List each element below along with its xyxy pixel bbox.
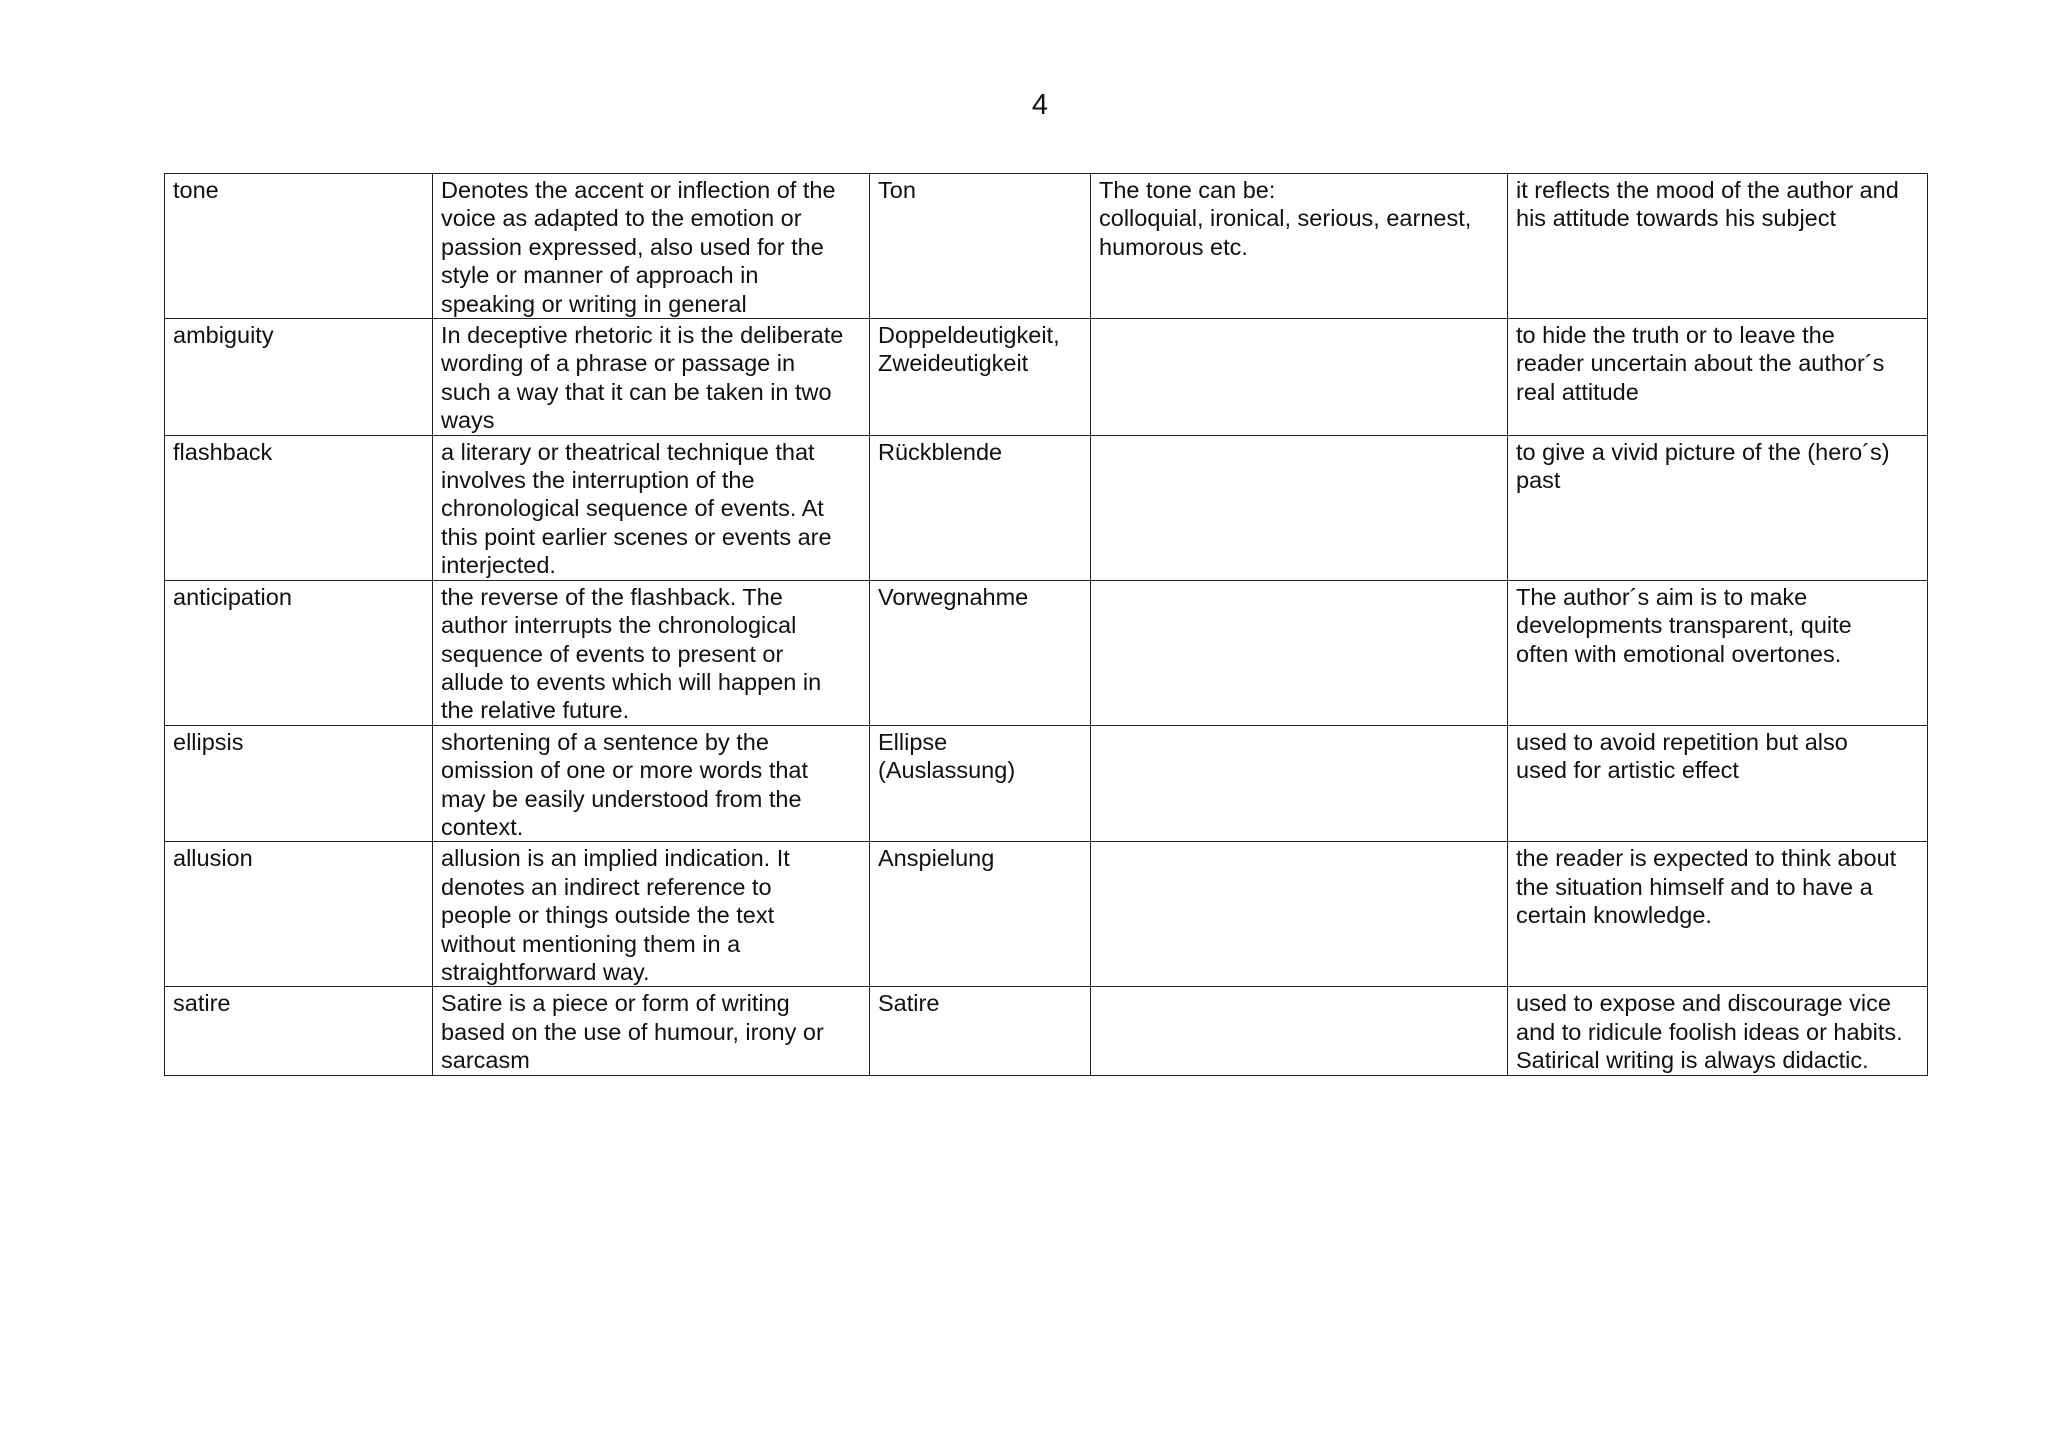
- function-line: certain knowledge.: [1516, 902, 1712, 929]
- definition-line: people or things outside the text: [441, 902, 775, 929]
- term-cell: [165, 580, 433, 725]
- function-line: real attitude: [1516, 378, 1639, 405]
- definition-cell: [433, 435, 870, 580]
- german-cell: [870, 725, 1091, 842]
- definition-line: context.: [441, 813, 524, 840]
- definition-line: ways: [441, 407, 495, 434]
- german-cell: [870, 580, 1091, 725]
- german-line: Rückblende: [878, 438, 1003, 465]
- definition-line: wording of a phrase or passage in: [441, 350, 796, 377]
- function-cell: [1508, 842, 1928, 987]
- examples-cell: [1091, 435, 1508, 580]
- german-line: Anspielung: [878, 845, 995, 872]
- definition-cell: [433, 987, 870, 1075]
- function-line: the situation himself and to have a: [1516, 873, 1873, 900]
- function-line: past: [1516, 467, 1561, 494]
- definition-line: may be easily understood from the: [441, 785, 802, 812]
- function-cell: [1508, 174, 1928, 319]
- definition-line: In deceptive rhetoric it is the deliberate: [441, 322, 844, 349]
- term-text: tone: [173, 177, 219, 203]
- definition-line: the reverse of the flashback. The: [441, 583, 783, 610]
- definition-line: Satire is a piece or form of writing: [441, 990, 790, 1017]
- term-text: ambiguity: [173, 322, 274, 349]
- function-line: often with emotional overtones.: [1516, 640, 1842, 667]
- definition-cell: [433, 174, 870, 319]
- function-line: The author´s aim is to make: [1516, 583, 1808, 610]
- definition-line: denotes an indirect reference to: [441, 873, 772, 900]
- examples-cell: [1091, 987, 1508, 1075]
- definition-line: Denotes the accent or inflection of the: [441, 177, 836, 203]
- definition-line: allude to events which will happen in: [441, 668, 822, 695]
- german-cell: [870, 435, 1091, 580]
- german-line: Satire: [878, 990, 940, 1017]
- table-row: [165, 725, 1928, 842]
- definition-line: omission of one or more words that: [441, 757, 809, 784]
- term-text: allusion: [173, 845, 253, 872]
- definition-cell: [433, 842, 870, 987]
- examples-line: The tone can be:: [1099, 177, 1276, 203]
- german-cell: [870, 174, 1091, 319]
- german-line: Ton: [878, 177, 916, 203]
- definition-line: without mentioning them in a: [441, 930, 741, 957]
- term-cell: [165, 987, 433, 1075]
- definition-cell: [433, 319, 870, 436]
- definition-line: such a way that it can be taken in two: [441, 378, 832, 405]
- function-line: and to ridicule foolish ideas or habits.: [1516, 1018, 1903, 1045]
- german-cell: [870, 319, 1091, 436]
- table-row: [165, 174, 1928, 319]
- definition-line: voice as adapted to the emotion or: [441, 205, 802, 232]
- table-row: [165, 987, 1928, 1075]
- examples-cell: [1091, 174, 1508, 319]
- function-line: used to expose and discourage vice: [1516, 990, 1891, 1017]
- term-text: anticipation: [173, 583, 292, 610]
- examples-cell: [1091, 842, 1508, 987]
- definition-line: involves the interruption of the: [441, 467, 755, 494]
- term-cell: [165, 725, 433, 842]
- examples-line: humorous etc.: [1099, 233, 1248, 260]
- function-cell: [1508, 580, 1928, 725]
- german-line: Zweideutigkeit: [878, 350, 1029, 377]
- term-text: ellipsis: [173, 728, 244, 755]
- function-cell: [1508, 987, 1928, 1075]
- term-cell: [165, 842, 433, 987]
- definition-line: speaking or writing in general: [441, 290, 747, 317]
- term-text: flashback: [173, 438, 273, 465]
- definition-line: sarcasm: [441, 1047, 530, 1074]
- function-line: it reflects the mood of the author and: [1516, 177, 1899, 203]
- definition-cell: [433, 725, 870, 842]
- function-line: to hide the truth or to leave the: [1516, 322, 1835, 349]
- definition-line: passion expressed, also used for the: [441, 233, 824, 260]
- german-line: Doppeldeutigkeit,: [878, 322, 1060, 349]
- term-cell: [165, 435, 433, 580]
- definition-line: sequence of events to present or: [441, 640, 784, 667]
- literary-terms-table: [164, 173, 1928, 1076]
- function-line: to give a vivid picture of the (hero´s): [1516, 438, 1890, 465]
- function-line: developments transparent, quite: [1516, 612, 1852, 639]
- definition-line: the relative future.: [441, 697, 630, 724]
- definition-line: this point earlier scenes or events are: [441, 523, 832, 550]
- german-line: Ellipse: [878, 728, 948, 755]
- german-cell: [870, 842, 1091, 987]
- page-number: 4: [1031, 89, 1049, 121]
- function-line: reader uncertain about the author´s: [1516, 350, 1885, 377]
- term-cell: [165, 319, 433, 436]
- function-line: his attitude towards his subject: [1516, 205, 1837, 232]
- function-cell: [1508, 319, 1928, 436]
- german-line: Vorwegnahme: [878, 583, 1029, 610]
- definition-line: straightforward way.: [441, 958, 650, 985]
- term-cell: [165, 174, 433, 319]
- function-cell: [1508, 725, 1928, 842]
- function-line: used to avoid repetition but also: [1516, 728, 1848, 755]
- table-row: [165, 580, 1928, 725]
- definition-line: allusion is an implied indication. It: [441, 845, 790, 872]
- definition-line: chronological sequence of events. At: [441, 495, 824, 522]
- definition-line: interjected.: [441, 552, 556, 579]
- examples-line: colloquial, ironical, serious, earnest,: [1099, 205, 1472, 232]
- german-line: (Auslassung): [878, 757, 1016, 784]
- table-row: [165, 319, 1928, 436]
- examples-cell: [1091, 725, 1508, 842]
- function-cell: [1508, 435, 1928, 580]
- function-line: the reader is expected to think about: [1516, 845, 1897, 872]
- definition-line: based on the use of humour, irony or: [441, 1018, 824, 1045]
- definition-line: shortening of a sentence by the: [441, 728, 769, 755]
- definition-cell: [433, 580, 870, 725]
- table-row: [165, 842, 1928, 987]
- german-cell: [870, 987, 1091, 1075]
- function-line: used for artistic effect: [1516, 757, 1739, 784]
- definition-line: a literary or theatrical technique that: [441, 438, 815, 465]
- examples-cell: [1091, 580, 1508, 725]
- examples-cell: [1091, 319, 1508, 436]
- definition-line: author interrupts the chronological: [441, 612, 797, 639]
- function-line: Satirical writing is always didactic.: [1516, 1047, 1869, 1074]
- table-row: [165, 435, 1928, 580]
- definition-line: style or manner of approach in: [441, 262, 759, 289]
- term-text: satire: [173, 990, 231, 1017]
